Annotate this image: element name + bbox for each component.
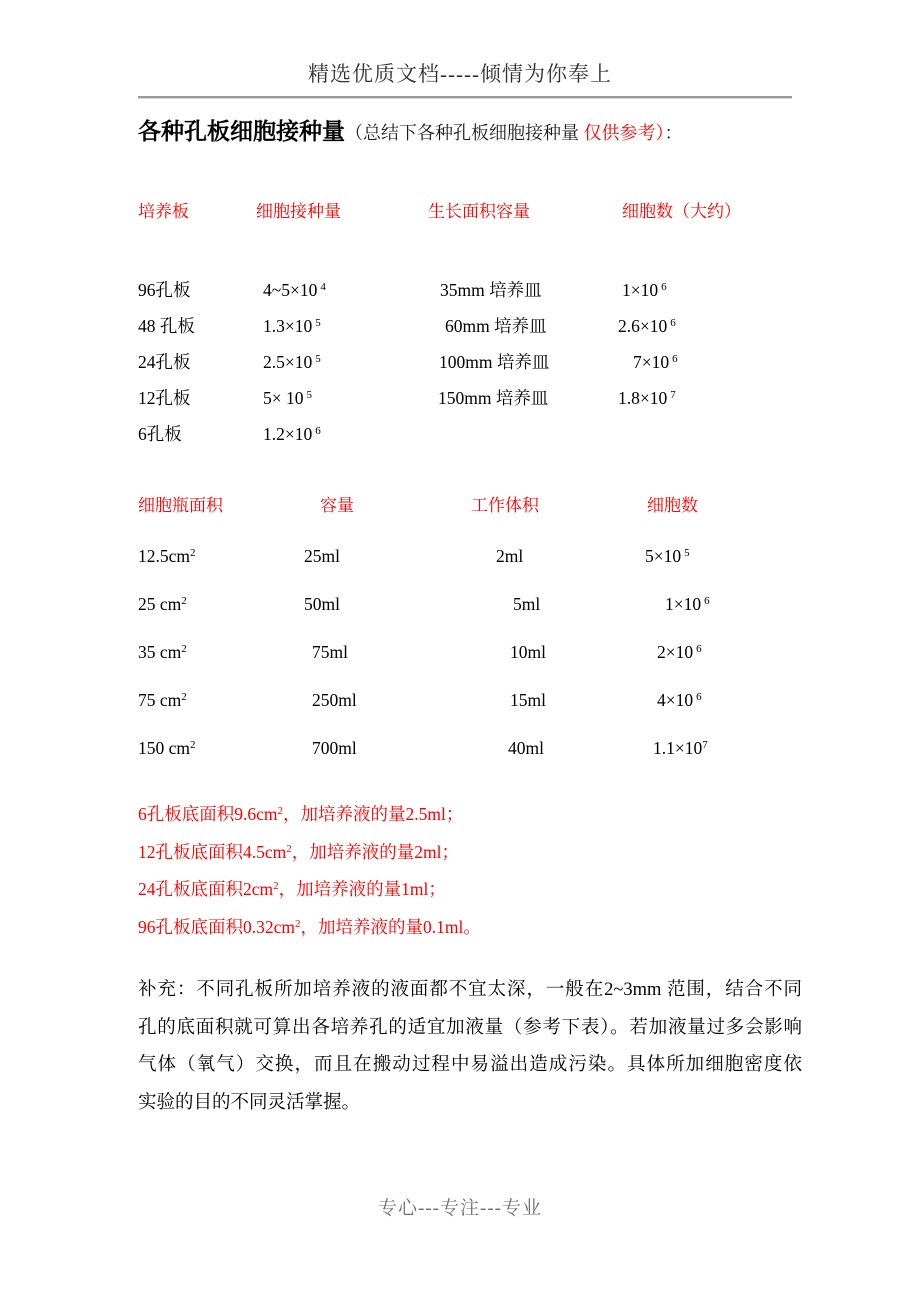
note-line: 12孔板底面积$4.5cm^2$，加培养液的量2ml；: [138, 841, 459, 862]
supplement-line: 孔的底面积就可算出各培养孔的适宜加液量（参考下表）。若加液量过多会影响: [138, 1017, 802, 1038]
page-header-text: 精选优质文档-----倾情为你奉上: [308, 62, 612, 86]
doc-title-line: [138, 116, 838, 151]
seeding-table-header-row: [138, 202, 802, 222]
table-row: [138, 580, 802, 628]
area-cell: $12.5cm^2$: [138, 546, 196, 566]
header-cell-dish: 生长面积容量: [428, 202, 530, 221]
plate-cell: 24孔板: [138, 352, 191, 372]
seed-cell: 4~5×10 $^4$: [263, 280, 326, 300]
title-note-highlight: 仅供参考）: [583, 123, 665, 143]
area-cell: 25 $cm^2$: [138, 594, 187, 614]
area-cell: 35 $cm^2$: [138, 642, 187, 662]
table-row: [138, 724, 802, 772]
plate-cell: 96孔板: [138, 280, 191, 300]
page-footer-text: 专心---专注---专业: [378, 1198, 542, 1219]
supplement-line: 气体（氧气）交换，而且在搬动过程中易溢出造成污染。具体所加细胞密度依: [138, 1055, 802, 1075]
header-cell-area: 细胞瓶面积: [138, 496, 223, 515]
seed-cell: 1.3×10 $^5$: [263, 316, 321, 336]
flask-table-header-row: [138, 496, 802, 516]
working-volume-cell: 10ml: [510, 642, 546, 662]
doc-title: 各种孔板细胞接种量: [138, 119, 345, 144]
seed-cell: 5× 10 $^5$: [263, 388, 312, 408]
plate-cell: 12孔板: [138, 388, 191, 408]
seed-cell: 1.2×10 $^6$: [263, 424, 321, 444]
header-cell-volume: 容量: [320, 496, 354, 515]
cellcount-cell: $1.1\times 10^7$: [653, 738, 708, 758]
working-volume-cell: 5ml: [513, 594, 541, 614]
title-note-prefix: （总结下各种孔板细胞接种量: [345, 123, 584, 143]
working-volume-cell: 40ml: [508, 738, 544, 758]
cellcount-cell: [618, 416, 802, 452]
table-row: [138, 344, 802, 380]
supplement-line: 补充：不同孔板所加培养液的液面都不宜太深，一般在2~3mm 范围，结合不同: [138, 980, 802, 1000]
area-cell: 150 $cm^2$: [138, 738, 196, 758]
title-note-suffix: ：: [664, 123, 683, 143]
note-line: 24孔板底面积$2cm^2$，加培养液的量1ml；: [138, 879, 446, 899]
note-line: 6孔板底面积$9.6cm^2$，加培养液的量2.5ml；: [138, 804, 464, 824]
table-row: [138, 380, 802, 416]
header-cell-seed: 细胞接种量: [256, 202, 341, 221]
cellcount-cell: 1.8×10 $^7$: [618, 388, 676, 408]
volume-cell: 75ml: [312, 642, 348, 662]
dish-cell: 60mm 培养皿: [445, 316, 547, 336]
table-row: [138, 628, 802, 676]
flask-table: [138, 496, 802, 772]
volume-cell: 250ml: [312, 690, 357, 710]
table-row: [138, 272, 802, 308]
cellcount-cell: 2×10 $^6$: [657, 642, 702, 662]
table-row: [138, 308, 802, 344]
dish-cell: 35mm 培养皿: [440, 280, 542, 300]
volume-cell: 700ml: [312, 738, 357, 758]
table-row: [138, 676, 802, 724]
plate-cell: 6孔板: [138, 424, 182, 444]
cellcount-cell: 7×10 $^6$: [633, 352, 678, 372]
dish-cell: [428, 416, 618, 452]
well-area-notes: [138, 796, 818, 946]
dish-cell: 100mm 培养皿: [439, 352, 550, 372]
table-row: [138, 416, 802, 452]
seed-cell: 2.5×10 $^5$: [263, 352, 321, 372]
volume-cell: 50ml: [304, 594, 340, 614]
seeding-table: [138, 202, 802, 452]
supplement-line: 实验的目的不同灵活掌握。: [138, 1092, 361, 1113]
working-volume-cell: 15ml: [510, 690, 546, 710]
volume-cell: 25ml: [304, 546, 340, 566]
plate-cell: 48 孔板: [138, 316, 195, 336]
supplement-paragraph: [138, 972, 802, 1122]
header-cell-working: 工作体积: [471, 496, 539, 515]
cellcount-cell: 1×10 $^6$: [665, 594, 710, 614]
header-cell-plate: 培养板: [138, 202, 189, 221]
cellcount-cell: 1×10 $^6$: [622, 280, 667, 300]
table-row: [138, 532, 802, 580]
cellcount-cell: 4×10 $^6$: [657, 690, 702, 710]
header-divider: [138, 96, 792, 98]
header-cell-cellcount: 细胞数（大约）: [622, 202, 741, 221]
note-line: 96孔板底面积$0.32cm^2$，加培养液的量0.1ml。: [138, 916, 481, 937]
working-volume-cell: 2ml: [496, 546, 524, 566]
dish-cell: 150mm 培养皿: [438, 388, 549, 408]
cellcount-cell: 5×10 $^5$: [645, 546, 690, 566]
header-cell-cellcount: 细胞数: [647, 496, 698, 515]
area-cell: 75 $cm^2$: [138, 690, 187, 710]
cellcount-cell: 2.6×10 $^6$: [618, 316, 676, 336]
